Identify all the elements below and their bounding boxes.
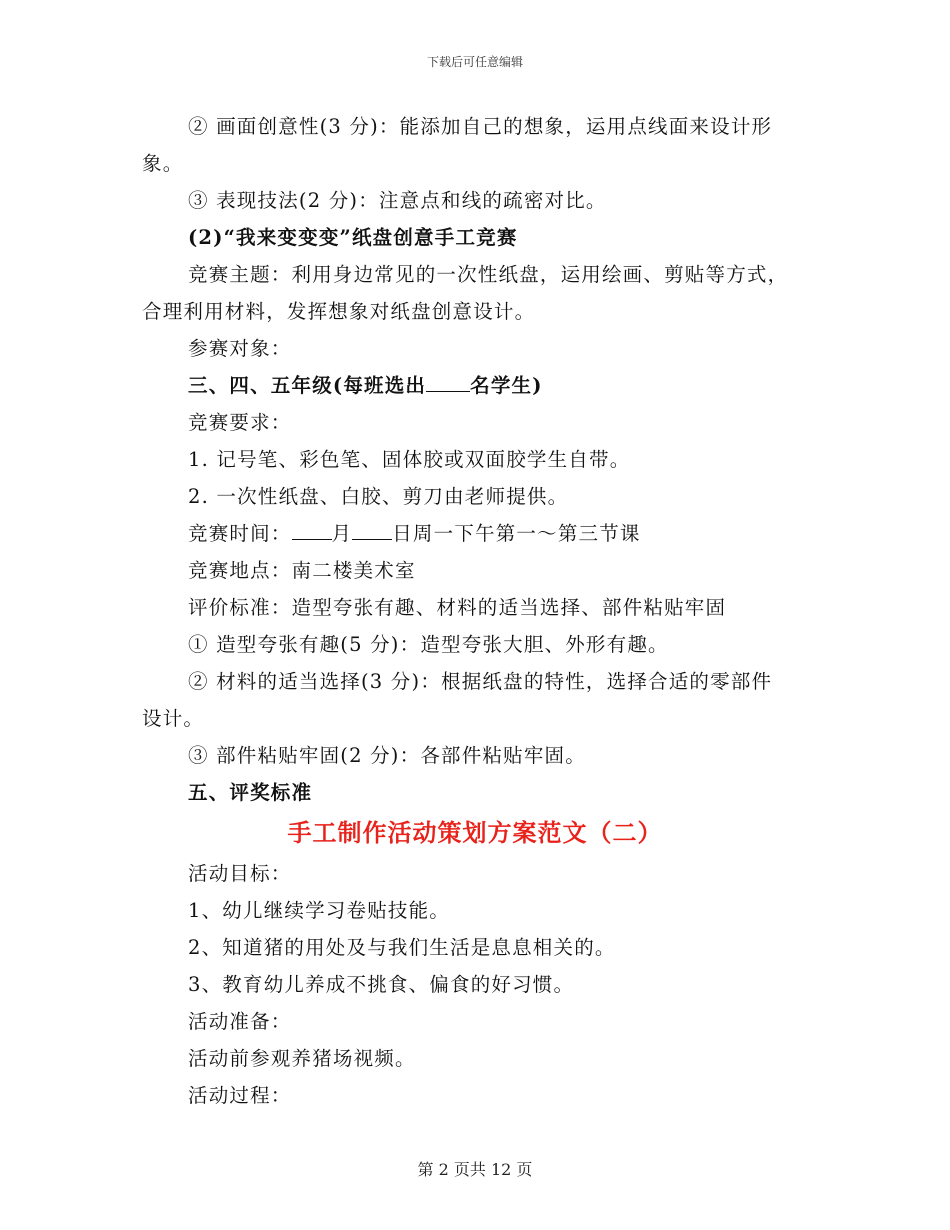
goal-2: 2、知道猪的用处及与我们生活是息息相关的。 <box>188 936 616 959</box>
blank-student-count <box>426 373 470 392</box>
participants-grades-suffix: 名学生) <box>470 374 543 397</box>
requirement-1: 1. 记号笔、彩色笔、固体胶或双面胶学生自带。 <box>188 448 631 471</box>
blank-day <box>352 521 392 540</box>
section-paper-plate-contest: (2)“我来变变变”纸盘创意手工竞赛 <box>188 226 518 249</box>
section-award-criteria: 五、评奖标准 <box>188 781 313 804</box>
contest-time-month: 月 <box>331 522 353 545</box>
document-body <box>142 108 808 1114</box>
contest-theme-cont: 合理利用材料，发挥想象对纸盘创意设计。 <box>142 300 536 323</box>
criteria-material-cont: 设计。 <box>142 707 205 730</box>
participants-grades <box>142 367 808 404</box>
contest-theme: 竞赛主题：利用身边常见的一次性纸盘，运用绘画、剪贴等方式， <box>188 263 789 286</box>
contest-time-label: 竞赛时间： <box>188 522 292 545</box>
contest-location: 竞赛地点：南二楼美术室 <box>188 559 416 582</box>
contest-time <box>142 515 808 552</box>
criteria-technique: ③ 表现技法(2 分)：注意点和线的疏密对比。 <box>188 189 607 212</box>
requirements-label: 竞赛要求： <box>188 411 292 434</box>
criteria-creativity-cont: 象。 <box>142 152 184 175</box>
activity-goals-label: 活动目标： <box>188 862 292 885</box>
goal-1: 1、幼儿继续学习卷贴技能。 <box>188 899 451 922</box>
goal-3: 3、教育幼儿养成不挑食、偏食的好习惯。 <box>188 973 575 996</box>
participants-grades-text: 三、四、五年级(每班选出 <box>188 374 427 397</box>
process-label: 活动过程： <box>188 1084 292 1107</box>
criteria-adhesion: ③ 部件粘贴牢固(2 分)：各部件粘贴牢固。 <box>188 744 586 767</box>
participants-label: 参赛对象： <box>188 337 292 360</box>
document-title: 手工制作活动策划方案范文（二） <box>287 818 663 847</box>
criteria-material: ② 材料的适当选择(3 分)：根据纸盘的特性，选择合适的零部件 <box>188 670 773 693</box>
preparation-item: 活动前参观养猪场视频。 <box>188 1047 416 1070</box>
page-header: 下载后可任意编辑 <box>426 55 523 69</box>
preparation-label: 活动准备： <box>188 1010 292 1033</box>
criteria-creativity: ② 画面创意性(3 分)：能添加自己的想象，运用点线面来设计形 <box>188 115 773 138</box>
blank-month <box>292 521 332 540</box>
page-footer: 第 2 页共 12 页 <box>417 1160 533 1179</box>
criteria-shape: ① 造型夸张有趣(5 分)：造型夸张大胆、外形有趣。 <box>188 633 669 656</box>
evaluation-criteria: 评价标准：造型夸张有趣、材料的适当选择、部件粘贴牢固 <box>188 596 727 619</box>
contest-time-rest: 日周一下午第一～第三节课 <box>392 522 641 545</box>
requirement-2: 2. 一次性纸盘、白胶、剪刀由老师提供。 <box>188 485 569 508</box>
